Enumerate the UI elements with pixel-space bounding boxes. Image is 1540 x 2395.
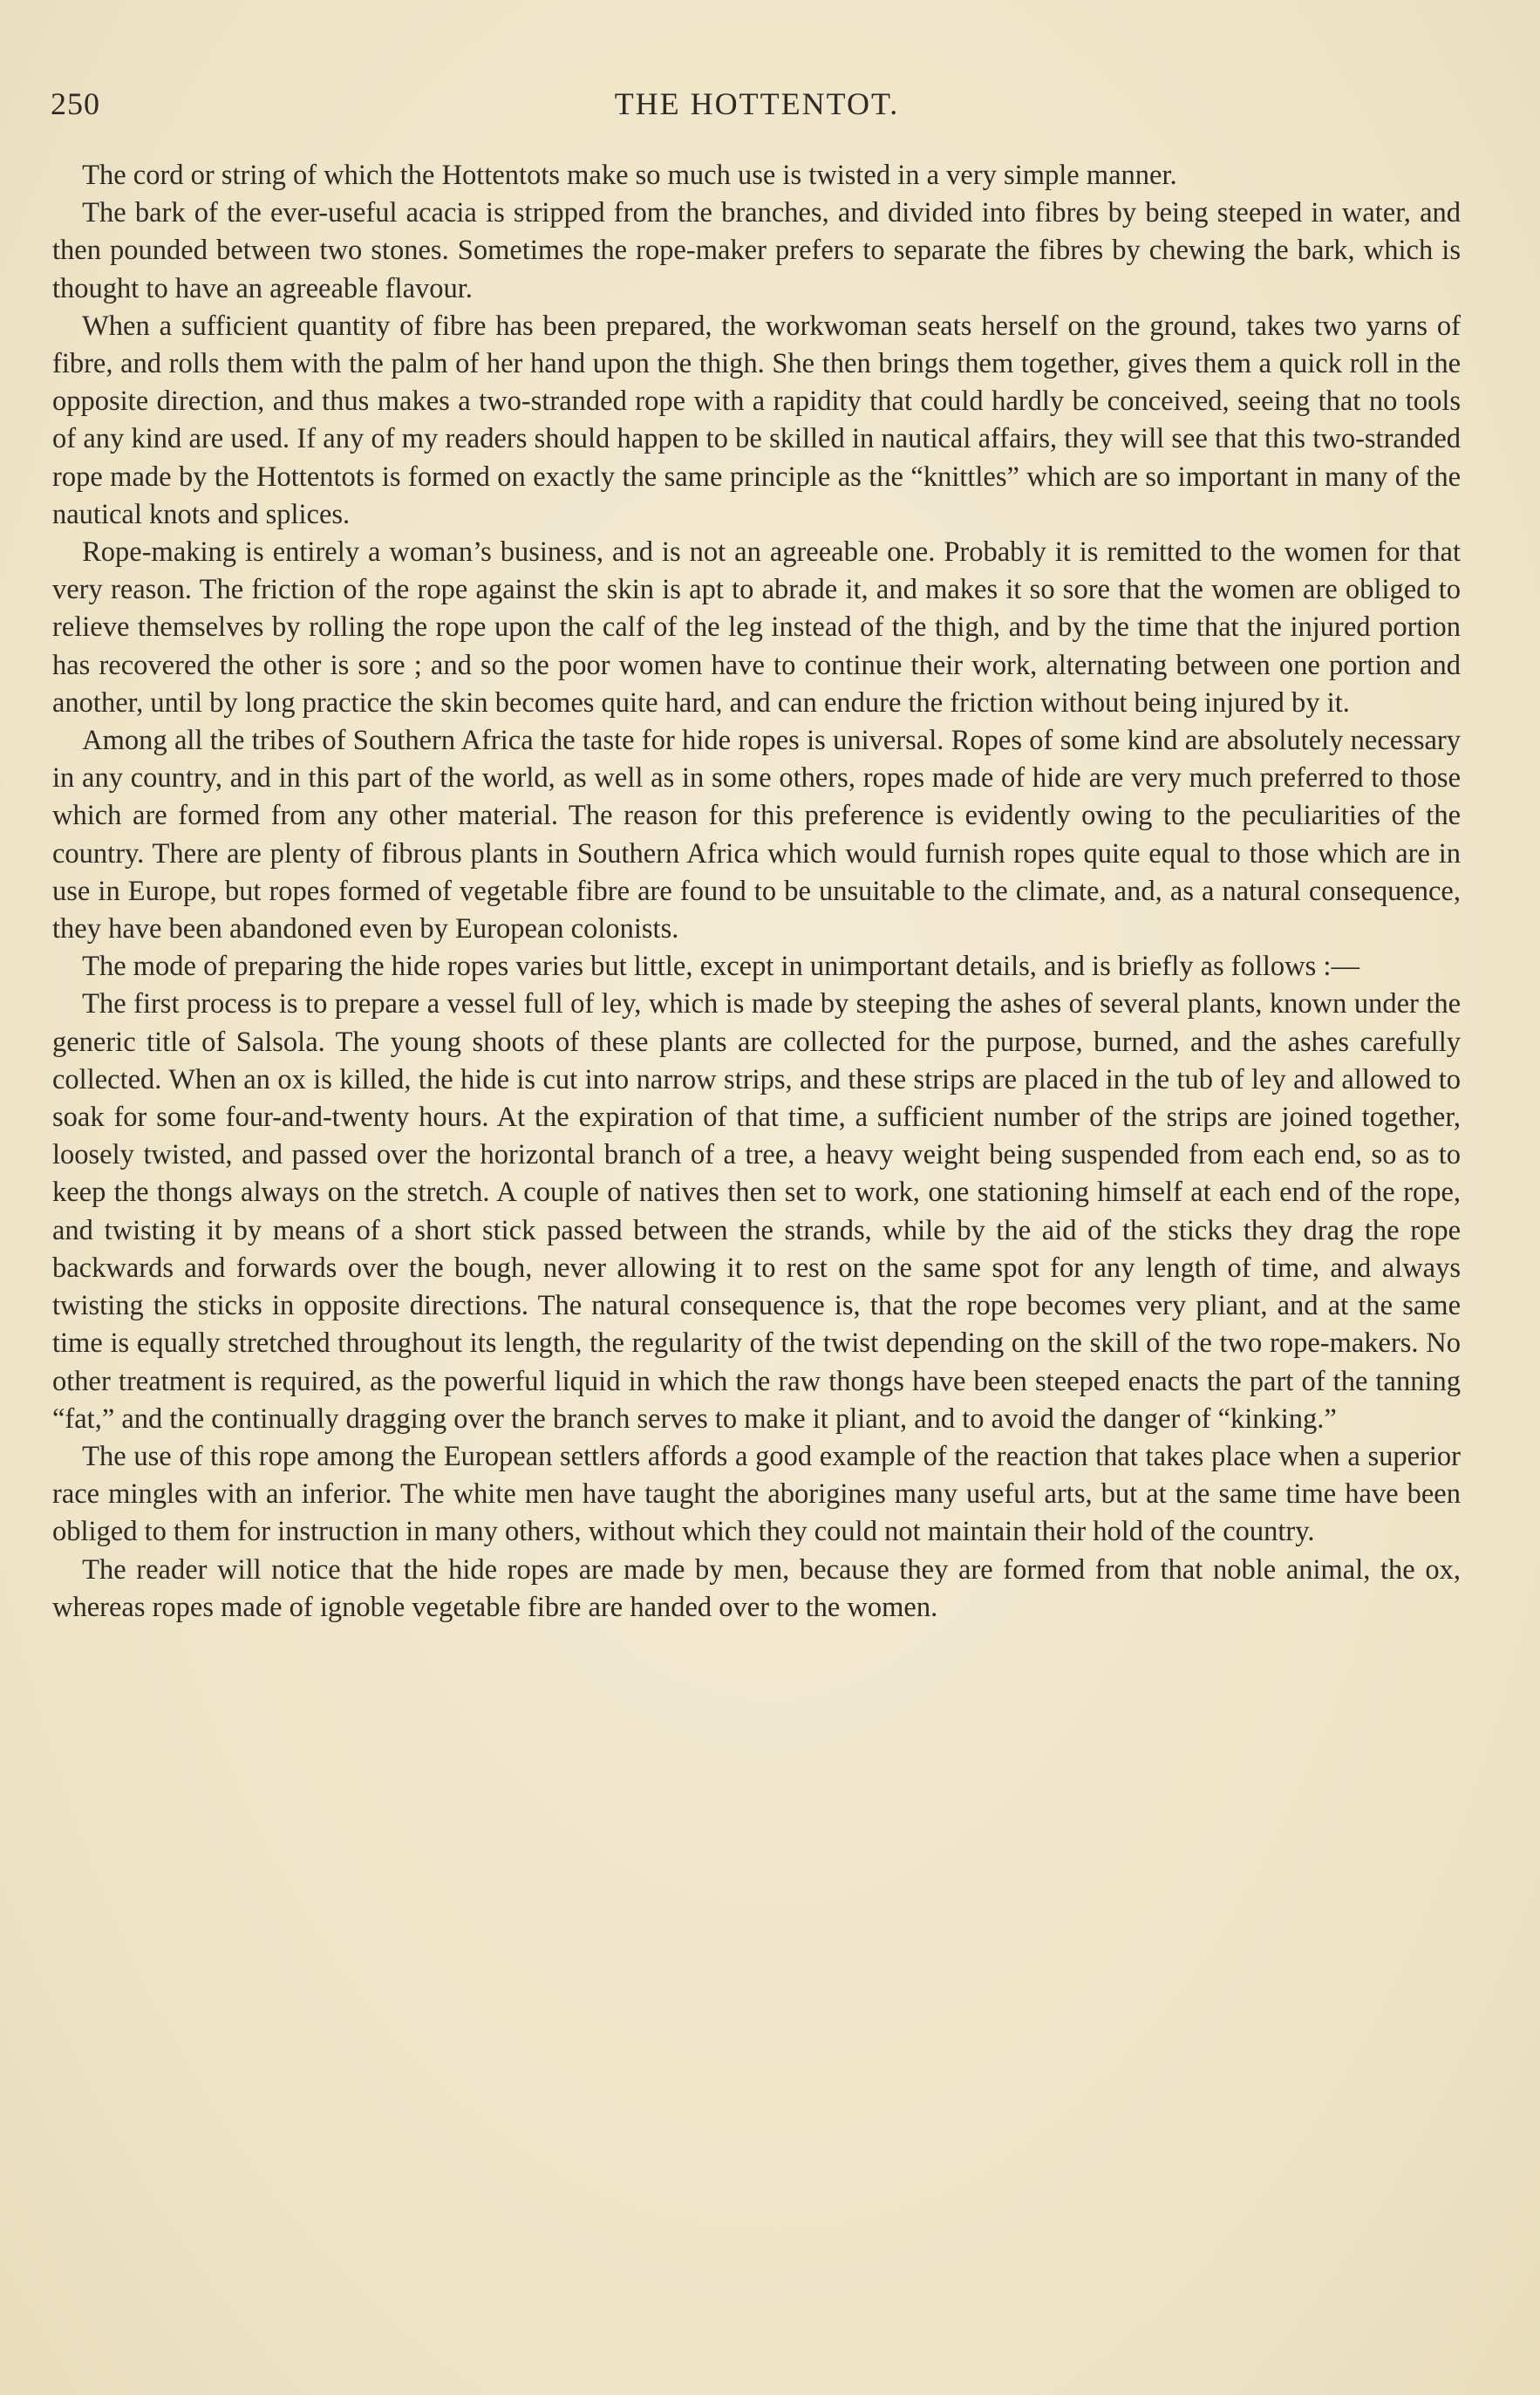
paragraph: The reader will notice that the hide ropes are made by men, because they are formed from that noble animal, the ox, whereas ropes made of ignoble vegetable fibre are handed over to the women. [52,1553,1461,1623]
paragraph: The cord or string of which the Hottentots make so much use is twisted in a very simple manner. [82,160,1177,191]
body-text [52,157,1461,1627]
paragraph: When a sufficient quantity of fibre has been prepared, the workwoman seats herself on the ground, takes two yarns of fibre, and rolls them with the palm of her hand upon the thigh. She then brings them together, gives them a quick roll in the opposite direction, and thus makes a two-stranded rope with a rapidity that could hardly be conceived, seeing that no tools of any kind are used. If any of my readers should happen to be skilled in nautical affairs, they will see that this two-stranded rope made by the Hottentots is formed on exactly the same principle as the “knittles” which are so important in many of the nautical knots and splices. [52,310,1461,530]
paragraph: The use of this rope among the European settlers affords a good example of the reaction that takes place when a superior race mingles with an inferior. The white men have taught the aborigines many useful arts, but at the same time have been obliged to them for instruction in many others, without which they could not maintain their hold of the country. [52,1440,1461,1548]
paragraph: Rope-making is entirely a woman’s business, and is not an agreeable one. Probably it is remitted to the women for that very reason. The friction of the rope against the skin is apt to abrade it, and makes it so sore that the women are obliged to relieve themselves by rolling the rope upon the calf of the leg instead of the thigh, and by the time that the injured portion has recovered the other is sore ; and so the poor women have to continue their work, alternating between one portion and another, until by long practice the skin becomes quite hard, and can endure the friction without being injured by it. [52,536,1461,719]
paragraph: The mode of preparing the hide ropes varies but little, except in unimportant details, and is briefly as follows :— [82,951,1359,983]
page-header [51,85,1463,138]
running-title: THE HOTTENTOT. [614,86,900,121]
paragraph: The first process is to prepare a vessel full of ley, which is made by steeping the ashes of several plants, known under the generic title of Salsola. The young shoots of these plants are collected for the purpose, burned, and the ashes carefully collected. When an ox is killed, the hide is cut into narrow strips, and these strips are placed in the tub of ley and allowed to soak for some four-and-twenty hours. At the expiration of that time, a sufficient number of the strips are joined together, loosely twisted, and passed over the horizontal branch of a tree, a heavy weight being suspended from each end, so as to keep the thongs always on the stretch. A couple of natives then set to work, one stationing himself at each end of the rope, and twisting it by means of a short stick passed between the strands, while by the aid of the sticks they drag the rope backwards and forwards over the bough, never allowing it to rest on the same spot for any length of time, and always twisting the sticks in opposite directions. The natural consequence is, that the rope becomes very pliant, and at the same time is equally stretched throughout its length, the regularity of the twist depending on the skill of the two rope-makers. No other treatment is required, as the powerful liquid in which the raw thongs have been steeped enacts the part of the tanning “fat,” and the continually dragging over the branch serves to make it pliant, and to avoid the danger of “kinking.” [52,988,1461,1435]
page-number: 250 [51,86,100,121]
paragraph: The bark of the ever-useful acacia is stripped from the branches, and divided into fibres by being steeped in water, and then pounded between two stones. Sometimes the rope-maker prefers to separate the fibres by chewing the bark, which is thought to have an agreeable flavour. [52,197,1461,304]
paragraph: Among all the tribes of Southern Africa the taste for hide ropes is universal. Ropes of some kind are absolutely necessary in any country, and in this part of the world, as well as in some others, ropes made of hide are very much preferred to those which are formed from any other material. The reason for this preference is evidently owing to the peculiarities of the country. There are plenty of fibrous plants in Southern Africa which would furnish ropes quite equal to those which are in use in Europe, but ropes formed of vegetable fibre are found to be unsuitable to the climate, and, as a natural consequence, they have been abandoned even by European colonists. [52,725,1461,945]
